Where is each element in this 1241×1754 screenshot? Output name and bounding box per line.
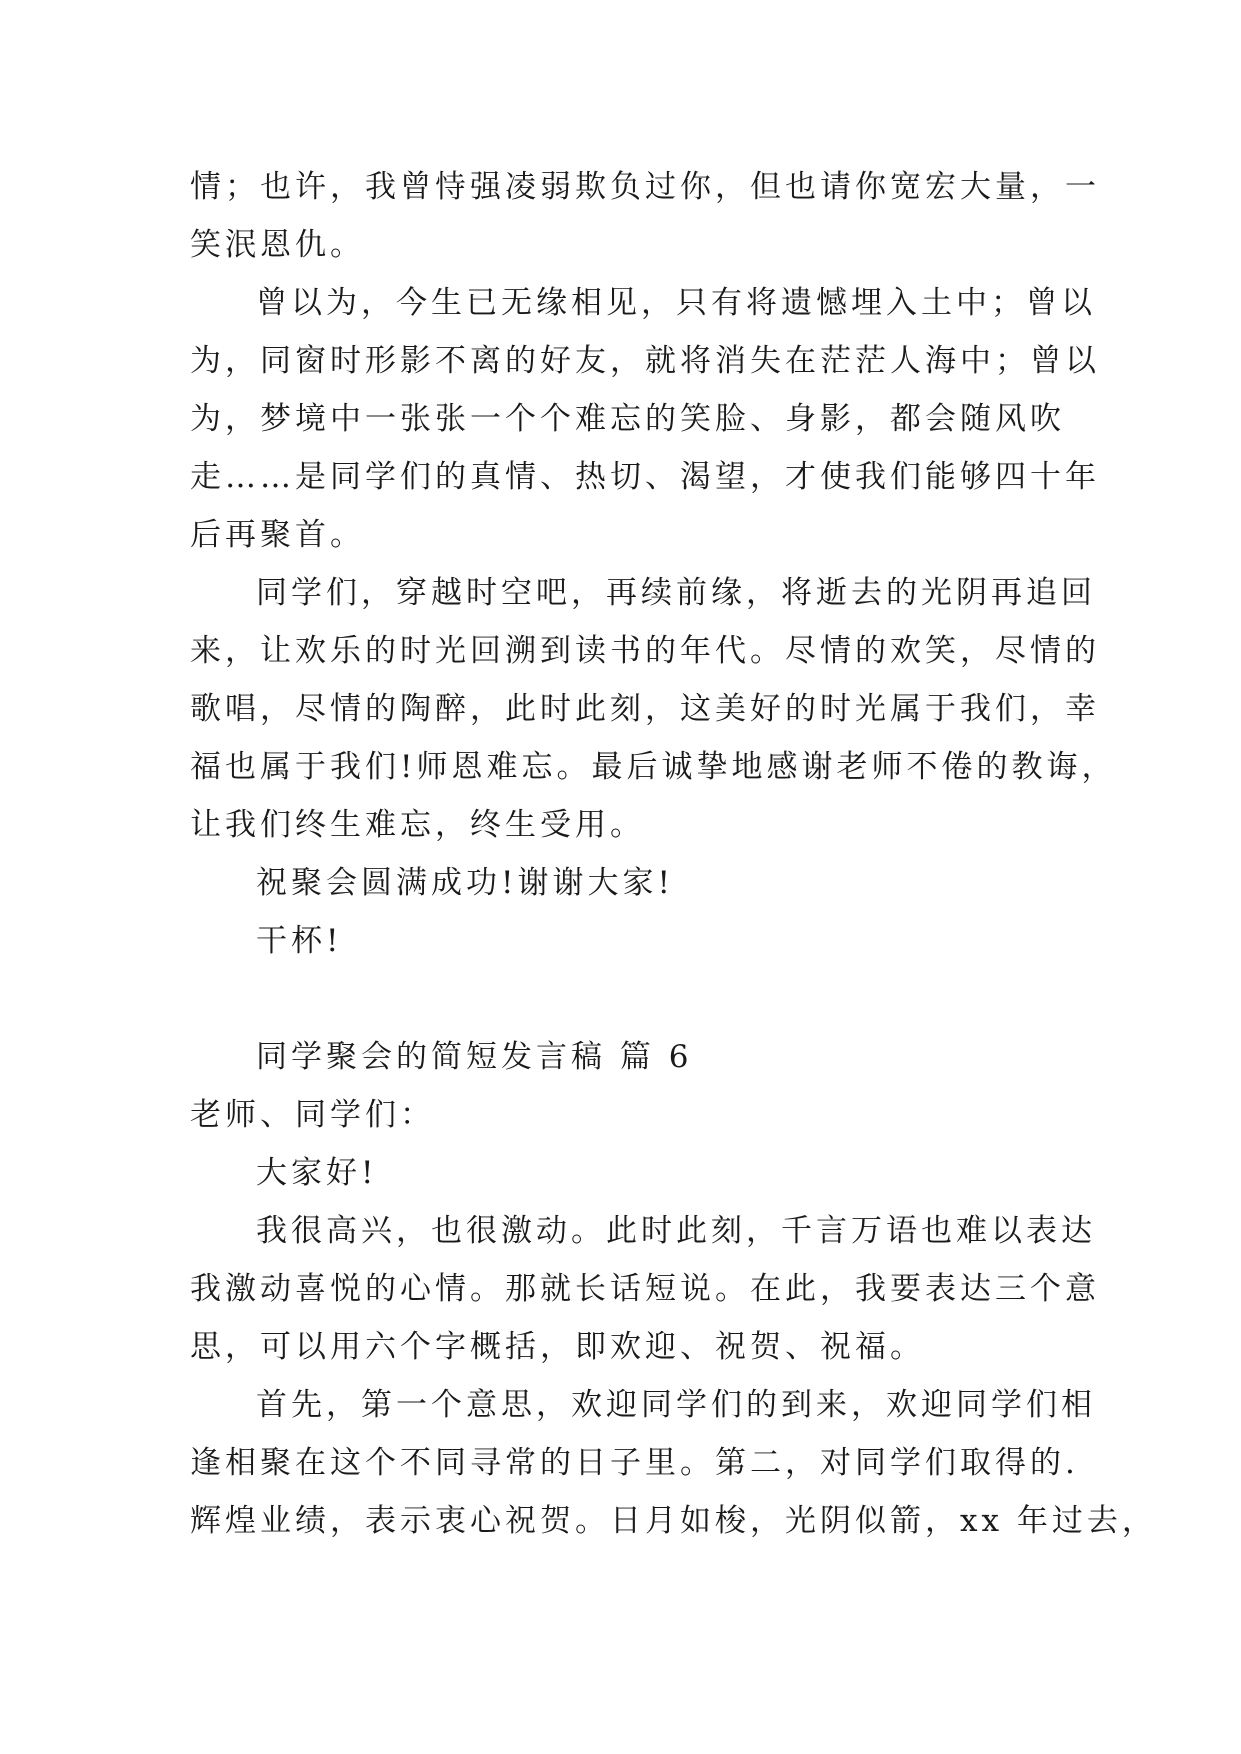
text-line: 歌唱，尽情的陶醉，此时此刻，这美好的时光属于我们，幸: [190, 691, 1100, 727]
paragraph-start: 祝聚会圆满成功!谢谢大家!: [256, 865, 674, 901]
text-line: 我激动喜悦的心情。那就长话短说。在此，我要表达三个意: [190, 1271, 1100, 1307]
text-line: 情；也许，我曾恃强凌弱欺负过你，但也请你宽宏大量，一: [190, 169, 1100, 205]
paragraph-start: 同学们，穿越时空吧，再续前缘，将逝去的光阴再追回: [256, 575, 1096, 611]
paragraph-start: 曾以为，今生已无缘相见，只有将遗憾埋入土中；曾以: [256, 285, 1096, 321]
text-line: 福也属于我们!师恩难忘。最后诚挚地感谢老师不倦的教诲，: [190, 749, 1117, 785]
text-line: 辉煌业绩，表示衷心祝贺。日月如梭，光阴似箭，xx 年过去，: [190, 1503, 1157, 1539]
text-line: 为，同窗时形影不离的好友，就将消失在茫茫人海中；曾以: [190, 343, 1100, 379]
text-line: 来，让欢乐的时光回溯到读书的年代。尽情的欢笑，尽情的: [190, 633, 1100, 669]
section-heading: 同学聚会的简短发言稿 篇 6: [256, 1039, 693, 1075]
document-body: [190, 158, 1157, 1550]
text-line: 逢相聚在这个不同寻常的日子里。第二，对同学们取得的.: [190, 1445, 1079, 1481]
text-line: 笑泯恩仇。: [190, 227, 365, 263]
salutation: 老师、同学们：: [190, 1097, 435, 1133]
blank-line: [190, 970, 1070, 1028]
text-line: 思，可以用六个字概括，即欢迎、祝贺、祝福。: [190, 1329, 925, 1365]
paragraph-start: 干杯!: [256, 923, 343, 959]
greeting: 大家好!: [256, 1155, 378, 1191]
text-line: 为，梦境中一张张一个个难忘的笑脸、身影，都会随风吹: [190, 401, 1065, 437]
text-line: 后再聚首。: [190, 517, 365, 553]
paragraph-start: 首先，第一个意思，欢迎同学们的到来，欢迎同学们相: [256, 1387, 1096, 1423]
paragraph-start: 我很高兴，也很激动。此时此刻，千言万语也难以表达: [256, 1213, 1096, 1249]
text-line: 走……是同学们的真情、热切、渴望，才使我们能够四十年: [190, 459, 1100, 495]
text-line: 让我们终生难忘，终生受用。: [190, 807, 645, 843]
